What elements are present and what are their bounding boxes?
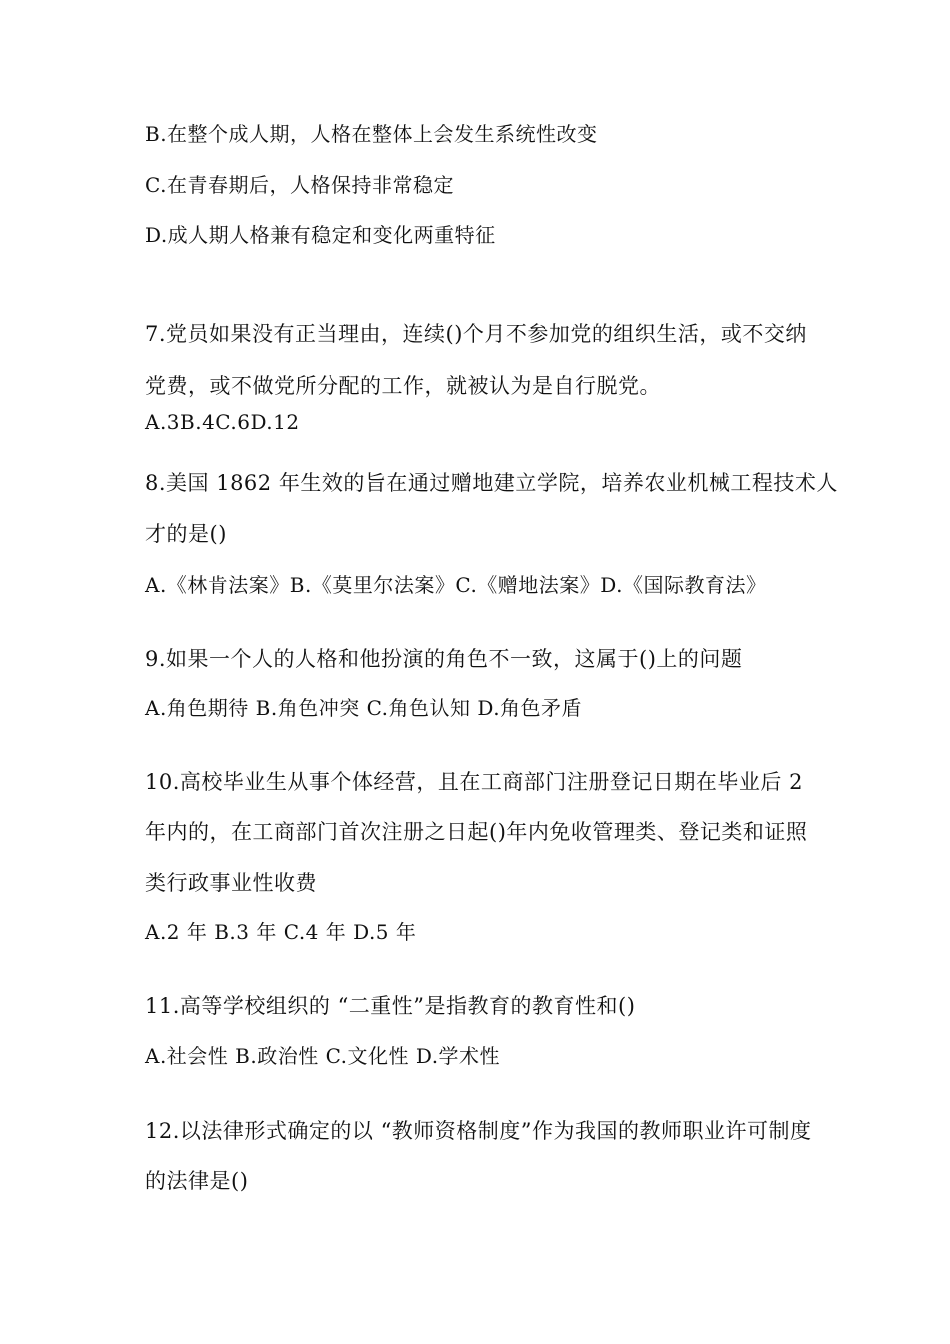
question-10-options: A.2 年 B.3 年 C.4 年 D.5 年 xyxy=(145,920,417,944)
question-7-stem: 7.党员如果没有正当理由，连续()个月不参加党的组织生活，或不交纳 xyxy=(145,322,807,346)
question-8-stem: 8.美国 1862 年生效的旨在通过赠地建立学院，培养农业机械工程技术人 xyxy=(145,471,838,495)
question-9-options: A.角色期待 B.角色冲突 C.角色认知 D.角色矛盾 xyxy=(145,696,583,720)
question-11-options: A.社会性 B.政治性 C.文化性 D.学术性 xyxy=(145,1044,501,1068)
question-7-stem: 党费，或不做党所分配的工作，就被认为是自行脱党。 xyxy=(145,374,661,398)
question-8-stem: 才的是() xyxy=(145,522,227,546)
question-10-stem: 10.高校毕业生从事个体经营，且在工商部门注册登记日期在毕业后 2 xyxy=(145,770,803,794)
question-11-stem: 11.高等学校组织的 “二重性”是指教育的教育性和() xyxy=(145,994,636,1018)
option-line: B.在整个成人期，人格在整体上会发生系统性改变 xyxy=(145,122,598,146)
question-9-stem: 9.如果一个人的人格和他扮演的角色不一致，这属于()上的问题 xyxy=(145,647,743,671)
question-10-stem: 年内的，在工商部门首次注册之日起()年内免收管理类、登记类和证照 xyxy=(145,820,808,844)
question-12-stem: 12.以法律形式确定的以 “教师资格制度”作为我国的教师职业许可制度 xyxy=(145,1119,812,1143)
option-line: D.成人期人格兼有稳定和变化两重特征 xyxy=(145,223,496,247)
question-12-stem: 的法律是() xyxy=(145,1169,249,1193)
question-8-options: A.《林肯法案》B.《莫里尔法案》C.《赠地法案》D.《国际教育法》 xyxy=(145,573,767,597)
option-line: C.在青春期后，人格保持非常稳定 xyxy=(145,173,454,197)
question-7-options: A.3B.4C.6D.12 xyxy=(145,410,300,434)
question-10-stem: 类行政事业性收费 xyxy=(145,871,317,895)
